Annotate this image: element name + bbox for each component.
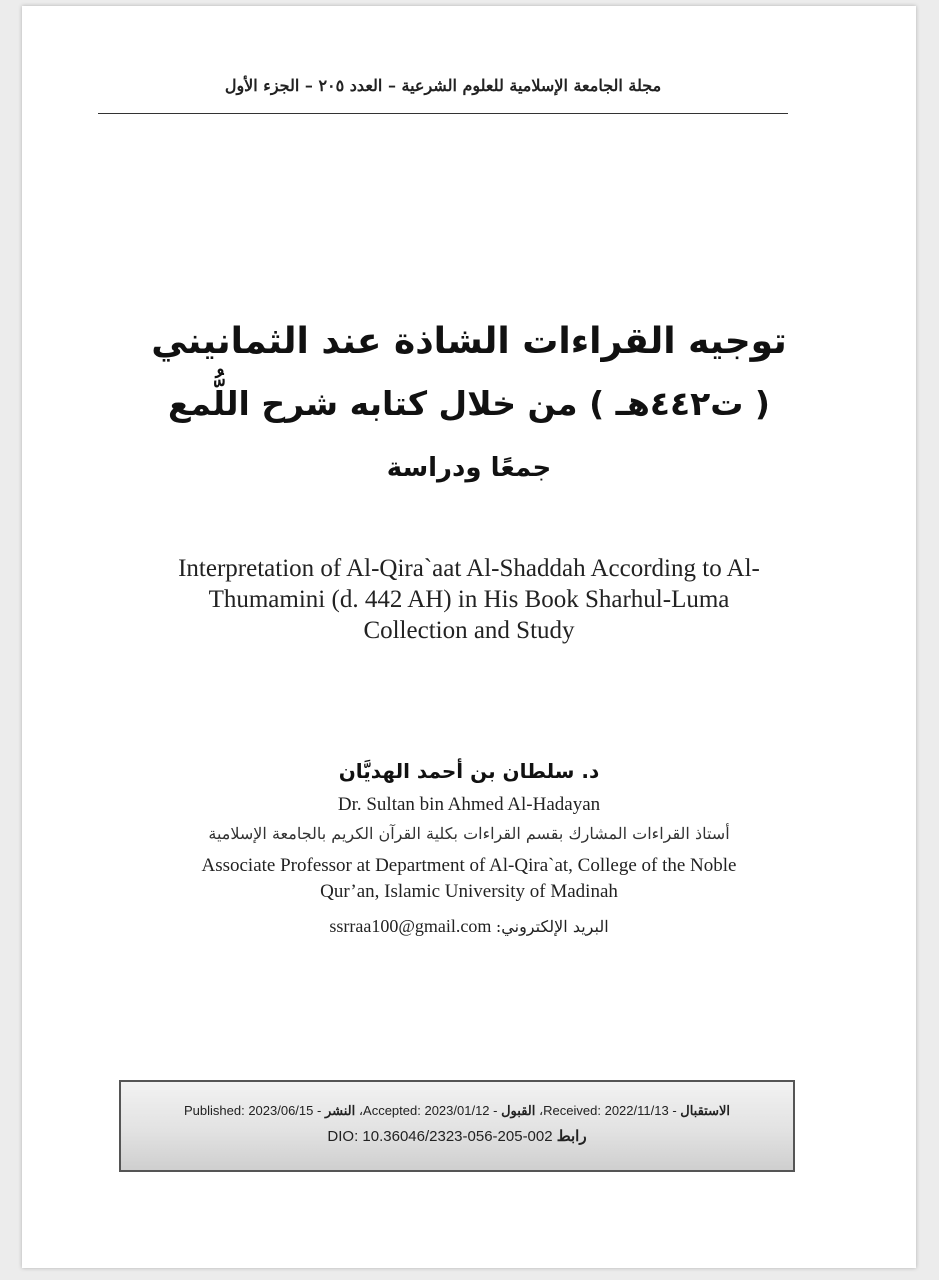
author-name-arabic: د. سلطان بن أحمد الهديَّان — [338, 759, 600, 783]
doi-row: رابط DIO: 10.36046/2323-056-205-002 — [327, 1128, 587, 1145]
received-date: 2022/11/13 — [604, 1103, 669, 1118]
author-email-row — [102, 911, 836, 942]
email-link[interactable]: ssrraa100@gmail.com — [329, 916, 492, 936]
arabic-subtitle: جمعًا ودراسة — [386, 453, 552, 483]
author-position-english-line-1: Associate Professor at Department of Al-Qira`at, College of the Noble — [201, 855, 737, 876]
received-label-ar: الاستقبال — [680, 1103, 731, 1118]
journal-header — [98, 76, 788, 114]
publication-dates-row: الاستقبال - Received: 2022/11/13، القبول - Accepted: 2023/01/12، النشر - Published: 2023/06/15 — [183, 1103, 731, 1118]
arabic-title-line-1: توجيه القراءات الشاذة عند الثمانيني — [151, 321, 787, 362]
journal-header-text: مجلة الجامعة الإسلامية للعلوم الشرعية – العدد ٢٠٥ – الجزء الأول — [224, 76, 662, 95]
accepted-label-en: Accepted — [363, 1103, 418, 1118]
header-divider — [98, 113, 788, 114]
published-label-en: Published — [183, 1103, 242, 1118]
arabic-title — [82, 311, 856, 495]
arabic-title-line-2: ( ت٤٤٢هـ ) من خلال كتابه شرح اللُّمع — [167, 384, 770, 423]
author-position-arabic: أستاذ القراءات المشارك بقسم القراءات بكلية القرآن الكريم بالجامعة الإسلامية — [208, 824, 730, 843]
received-label-en: Received — [543, 1103, 598, 1118]
published-date: 2023/06/15 — [248, 1103, 314, 1118]
published-label-ar: النشر — [324, 1103, 356, 1118]
author-position-english-line-2: Qur’an, Islamic University of Madinah — [320, 881, 618, 902]
doi-label-ar: رابط — [556, 1128, 587, 1145]
accepted-label-ar: القبول — [501, 1103, 536, 1118]
accepted-date: 2023/01/12 — [424, 1103, 490, 1118]
author-block — [102, 751, 836, 942]
english-title-line-2: Thumamini (d. 442 AH) in His Book Sharhul-Luma — [208, 586, 730, 613]
english-title — [102, 553, 836, 646]
doi-link[interactable]: 10.36046/2323-056-205-002 — [362, 1128, 553, 1145]
document-page — [22, 6, 916, 1268]
email-label: البريد الإلكتروني: — [495, 917, 609, 936]
english-subtitle: Collection and Study — [363, 617, 575, 644]
doi-label-en: DIO — [327, 1128, 355, 1145]
english-title-line-1: Interpretation of Al-Qira`aat Al-Shaddah According to Al- — [178, 555, 760, 582]
author-position-english — [102, 853, 836, 905]
author-name-english: Dr. Sultan bin Ahmed Al-Hadayan — [337, 794, 601, 815]
publication-dates-box — [119, 1080, 795, 1172]
